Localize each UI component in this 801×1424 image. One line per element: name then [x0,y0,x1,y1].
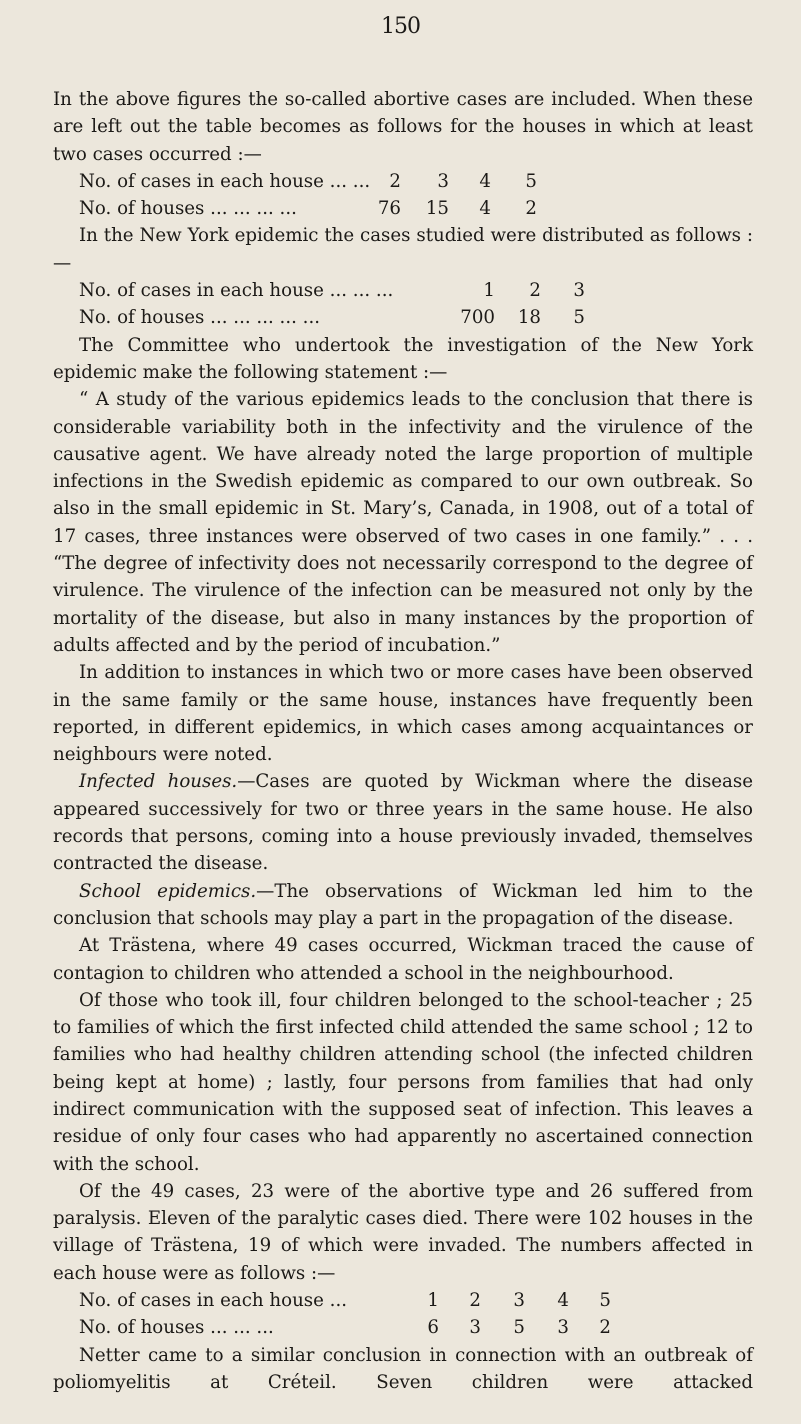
page-number: 150 [381,14,420,39]
table-cell: 5 [513,1317,525,1339]
leader-dots: ... ... [323,170,371,192]
leader-dots: ... ... ... ... ... [204,307,321,329]
row-label: No. of cases in each house [79,1290,324,1312]
paragraph-text: —The observations of Wickman led him to the conclusion that schools may play a part in the propagation of the disease. [53,880,753,929]
row-label: No. of houses [79,307,205,329]
paragraph-text: —Cases are quoted by Wickman where the disease appeared successively for two or three years in the same house. He also records that persons, coming into a house previously invaded, themselves contracted the disease. [53,771,753,875]
paragraph-family-instances: In addition to instances in which two or more cases have been observed in the same family or the same house, instances have frequently been reported, in different epidemics, in which cases among acquaintances or neighbours were noted. [53,662,753,766]
table-row [79,304,585,331]
table-cell: 15 [425,198,449,220]
table-cell: 4 [557,1290,569,1312]
paragraph-infected-houses [53,768,753,877]
table-cell: 3 [437,170,449,192]
paragraph-abortive-cases: In the above figures the so-called abortive cases are included. When these are left out the table becomes as follows for the houses in which at least two cases occurred :— [53,89,753,165]
table-cell: 3 [573,280,585,302]
paragraph-trastena: At Trästena, where 49 cases occurred, Wickman traced the cause of contagion to children who attended a school in the neighbourhood. [53,935,753,984]
row-label: No. of cases in each house [79,280,324,302]
page-body [53,86,753,1424]
table-cell: 5 [573,307,585,329]
table-cell: 76 [377,198,401,220]
table-cell: 3 [513,1290,525,1312]
table-cell: 4 [479,170,491,192]
table-cell: 2 [599,1317,611,1339]
table-cell: 1 [427,1290,439,1312]
table-cell: 2 [389,170,401,192]
table-row [79,277,585,304]
paragraph-netter: Netter came to a similar conclusion in connection with an outbreak of poliomyelitis at Créteil. Seven children were attacked [53,1344,753,1393]
table-cell: 2 [469,1290,481,1312]
section-heading-infected-houses: Infected houses. [79,771,238,793]
table-new-york-epidemic [79,277,585,332]
table-cell: 6 [427,1317,439,1339]
row-label: No. of houses [79,198,205,220]
table-row [79,168,537,195]
table-cell: 4 [479,198,491,220]
table-row [79,195,537,222]
leader-dots: ... ... ... [204,1317,274,1339]
table-row [79,1314,611,1341]
table-cell: 5 [525,170,537,192]
table-houses-at-least-two-cases [79,168,537,223]
table-trastena-houses [79,1287,611,1342]
leader-dots: ... ... ... [323,280,394,302]
table-cell: 3 [557,1317,569,1339]
table-cell: 2 [529,280,541,302]
paragraph-committee-statement: The Committee who undertook the investigation of the New York epidemic make the following statement :— [53,334,753,383]
paragraph-those-who-took-ill: Of those who took ill, four children belonged to the school-teacher ; 25 to families of which the first infected child attended the same school ; 12 to families who had healthy children attending school (the infected children being kept at home) ; lastly, four persons from families that had only indirect communication with the supposed seat of infection. This leaves a residue of only four cases who had apparently no ascertained connection with the school. [53,989,753,1175]
table-cell: 700 [460,307,495,329]
table-cell: 3 [469,1317,481,1339]
row-label: No. of cases in each house [79,170,324,192]
paragraph-quotation: “ A study of the various epidemics leads to the conclusion that there is considerable variability both in the infectivity and the virulence of the causative agent. We have already noted the large proportion of multiple infections in the Swedish epidemic as compared to our own outbreak. So also in the small epidemic in St. Mary’s, Canada, in 1908, out of a total of 17 cases, three instances were observed of two cases in one family.” . . . “The degree of infectivity does not necessarily correspond to the degree of virulence. The virulence of the infection can be measured not only by the mortality of the disease, but also in many instances by the proportion of adults affected and by the period of incubation.” [53,389,753,656]
paragraph-49-cases: Of the 49 cases, 23 were of the abortive type and 26 suffered from paralysis. Eleven of the paralytic cases died. There were 102 houses in the village of Trästena, 19 of which were invaded. The numbers affected in each house were as follows :— [53,1180,753,1284]
table-cell: 18 [517,307,541,329]
paragraph-school-epidemics [53,878,753,933]
table-cell: 2 [525,198,537,220]
paragraph-new-york-distribution: In the New York epidemic the cases studied were distributed as follows :— [53,225,753,274]
section-heading-school-epidemics: School epidemics. [79,880,257,902]
table-cell: 5 [599,1290,611,1312]
table-row [79,1287,611,1314]
leader-dots: ... ... ... ... [204,198,297,220]
row-label: No. of houses [79,1317,205,1339]
table-cell: 1 [483,280,495,302]
leader-dots: ... [323,1290,348,1312]
